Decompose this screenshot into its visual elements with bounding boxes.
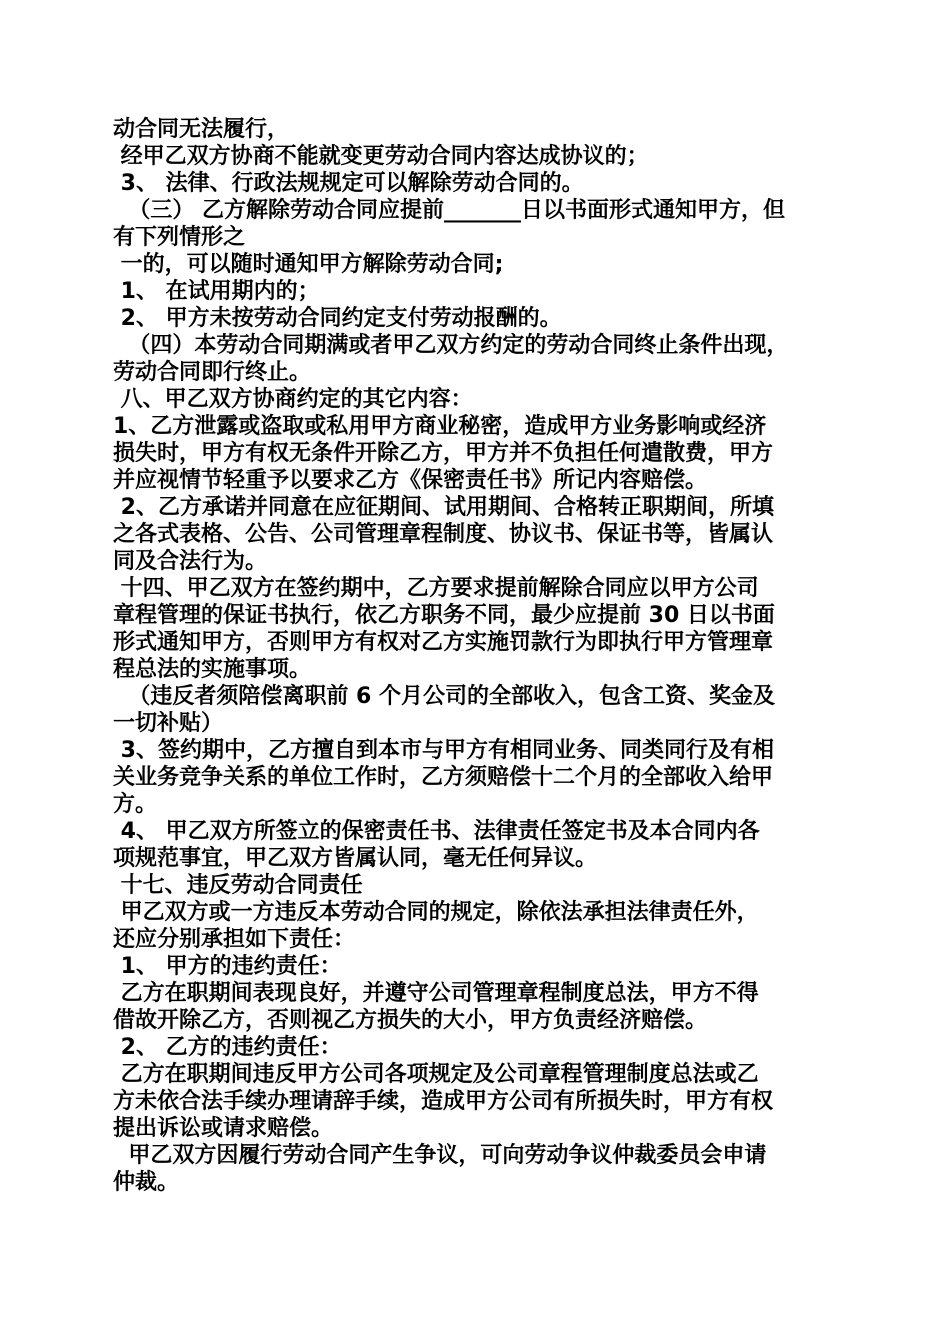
text-line: 1、 在试用期内的； (113, 279, 320, 304)
document-body (113, 116, 840, 1196)
text-line: 方。 (113, 792, 158, 817)
text-line: 动合同无法履行， (113, 117, 290, 142)
text-line: 关业务竞争关系的单位工作时，乙方须赔偿十二个月的全部收入给甲 (113, 765, 774, 790)
text-line: 3、签约期中，乙方擅自到本市与甲方有相同业务、同类同行及有相 (113, 738, 774, 763)
text-line: 乙方在职期间表现良好，并遵守公司管理章程制度总法，甲方不得 (113, 981, 759, 1006)
text-line: 提出诉讼或请求赔偿。 (113, 1116, 334, 1141)
text-line: 2、 甲方未按劳动合同约定支付劳动报酬的。 (113, 306, 562, 331)
text-line: 经甲乙双方协商不能就变更劳动合同内容达成协议的； (113, 144, 649, 169)
text-line: 劳动合同即行终止。 (113, 360, 312, 385)
text-line: （违反者须陪偿离职前 6 个月公司的全部收入，包含工资、奖金及 (113, 684, 775, 709)
text-line: 2、 乙方的违约责任： (113, 1035, 342, 1060)
text-line: 有下列情形之 (113, 225, 246, 250)
text-line: 同及合法行为。 (113, 549, 268, 574)
text-line: 借故开除乙方，否则视乙方损失的大小，甲方负责经济赔偿。 (113, 1008, 708, 1033)
text-line: 章程管理的保证书执行，依乙方职务不同，最少应提前 30 日以书面 (113, 603, 775, 628)
text-line: 一的，可以随时通知甲方解除劳动合同; (113, 252, 504, 277)
text-line: 并应视情节轻重予以要求乙方《保密责任书》所记内容赔偿。 (113, 468, 708, 493)
text-line: 1、乙方泄露或盗取或私用甲方商业秘密，造成甲方业务影响或经济 (113, 414, 767, 439)
text-line: 仲裁。 (113, 1170, 180, 1195)
text-line: 甲乙双方因履行劳动合同产生争议，可向劳动争议仲裁委员会申请 (113, 1143, 767, 1168)
text-line: 八、甲乙双方协商约定的其它内容： (113, 387, 473, 412)
text-line: 之各式表格、公告、公司管理章程制度、协议书、保证书等，皆属认 (113, 522, 774, 547)
text-line: 2、乙方承诺并同意在应征期间、试用期间、合格转正职期间，所填 (113, 495, 774, 520)
text-line: 4、 甲乙双方所签立的保密责任书、法律责任签定书及本合同内各 (113, 819, 760, 844)
text-line: （三） 乙方解除劳动合同应提前_______日以书面形式通知甲方，但 (113, 198, 785, 223)
text-line: 甲乙双方或一方违反本劳动合同的规定，除依法承担法律责任外， (113, 900, 759, 925)
text-line: 损失时，甲方有权无条件开除乙方，甲方并不负担任何遣散费，甲方 (113, 441, 774, 466)
text-line: 项规范事宜，甲乙双方皆属认同，毫无任何异议。 (113, 846, 598, 871)
text-line: 十七、违反劳动合同责任 (113, 873, 363, 898)
text-line: （四）本劳动合同期满或者甲乙双方约定的劳动合同终止条件出现， (113, 333, 789, 358)
text-line: 乙方在职期间违反甲方公司各项规定及公司章程管理制度总法或乙 (113, 1062, 759, 1087)
text-line: 3、 法律、行政法规规定可以解除劳动合同的。 (113, 171, 584, 196)
text-line: 程总法的实施事项。 (113, 657, 312, 682)
text-line: 一切补贴） (113, 711, 224, 736)
text-line: 十四、甲乙双方在签约期中，乙方要求提前解除合同应以甲方公司 (113, 576, 759, 601)
text-line: 形式通知甲方，否则甲方有权对乙方实施罚款行为即执行甲方管理章 (113, 630, 774, 655)
text-line: 方未依合法手续办理请辞手续，造成甲方公司有所损失时，甲方有权 (113, 1089, 774, 1114)
text-line: 1、 甲方的违约责任： (113, 954, 342, 979)
text-line: 还应分别承担如下责任： (113, 927, 356, 952)
